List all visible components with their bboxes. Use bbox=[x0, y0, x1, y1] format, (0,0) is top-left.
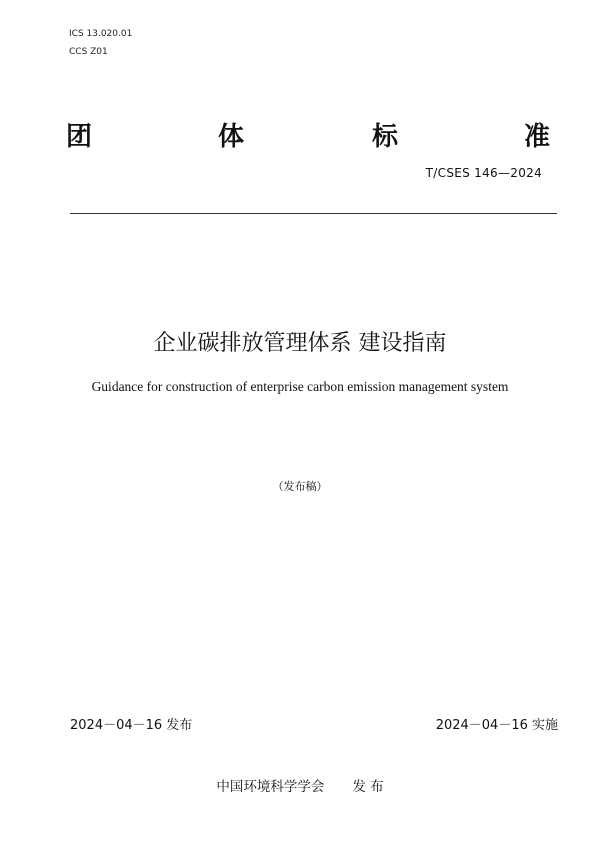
title-chinese: 企业碳排放管理体系 建设指南 bbox=[153, 331, 447, 356]
publish-date: 2024－04－16 发布 bbox=[70, 718, 193, 733]
doc-type-char-2: 体 bbox=[218, 122, 245, 152]
issuer-action: 发 布 bbox=[352, 779, 384, 795]
doc-type-char-1: 团 bbox=[66, 122, 93, 152]
doc-type-char-4: 准 bbox=[524, 122, 551, 152]
doc-type-char-3: 标 bbox=[372, 122, 399, 152]
document-status: （发布稿） bbox=[272, 480, 328, 493]
issuer-line bbox=[0, 775, 600, 795]
issuer-name: 中国环境科学学会 bbox=[216, 779, 325, 795]
title-english: Guidance for construction of enterprise carbon emission management system bbox=[91, 379, 509, 394]
implementation-date: 2024－04－16 实施 bbox=[435, 718, 558, 733]
standard-number: T/CSES 146—2024 bbox=[425, 166, 542, 180]
ics-code: ICS 13.020.01 bbox=[69, 29, 133, 39]
ccs-code: CCS Z01 bbox=[69, 47, 108, 57]
header-divider bbox=[70, 213, 557, 214]
